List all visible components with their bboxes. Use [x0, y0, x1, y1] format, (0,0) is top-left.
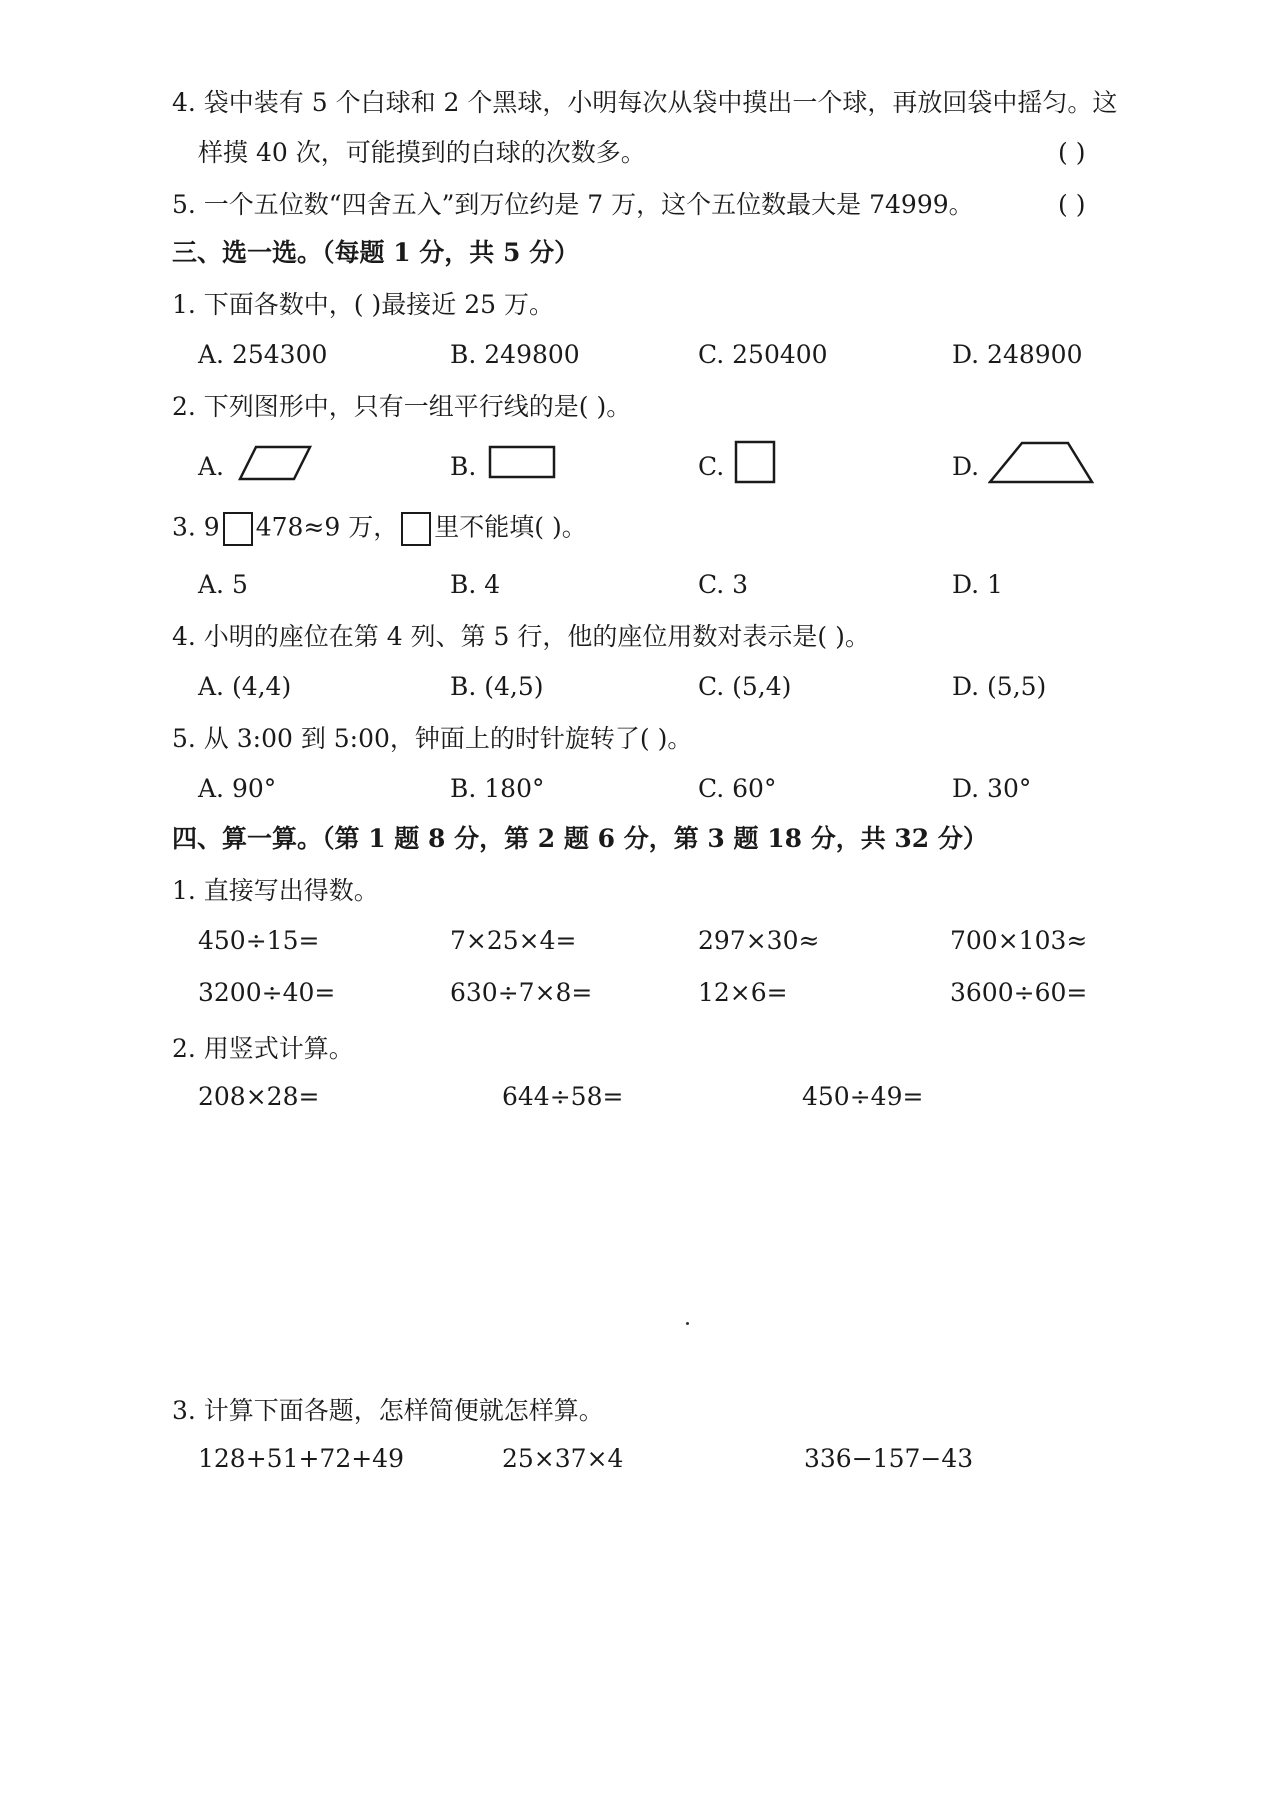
- s3-q5-option-a[interactable]: A. 90°: [198, 774, 277, 803]
- s3-q3-option-c[interactable]: C. 3: [698, 570, 749, 599]
- section3-heading: 三、选一选。（每题 1 分，共 5 分）: [172, 238, 580, 267]
- s4-q1-item: 7×25×4=: [450, 926, 577, 955]
- blank-box-icon: [401, 512, 431, 546]
- s3-q5-option-b[interactable]: B. 180°: [450, 774, 545, 803]
- s4-q1-item: 3600÷60=: [950, 978, 1088, 1007]
- s3-q4-stem: 4. 小明的座位在第 4 列、第 5 行，他的座位用数对表示是( )。: [172, 622, 870, 651]
- s4-q3-item: 128+51+72+49: [198, 1444, 404, 1473]
- s3-q3-option-a[interactable]: A. 5: [198, 570, 248, 599]
- s3-q3-stem-a: 3. 9: [172, 512, 220, 542]
- s3-q1-option-b[interactable]: B. 249800: [450, 340, 580, 369]
- s3-q5-option-c[interactable]: C. 60°: [698, 774, 777, 803]
- s3-q1-option-c[interactable]: C. 250400: [698, 340, 828, 369]
- s4-q3-stem: 3. 计算下面各题，怎样简便就怎样算。: [172, 1396, 604, 1425]
- s4-q2-item: 208×28=: [198, 1082, 320, 1111]
- s3-q3-stem: [172, 512, 587, 546]
- s3-q2-label-a[interactable]: A.: [198, 452, 225, 481]
- s3-q3-stem-b: 478≈9 万，: [255, 512, 399, 542]
- s3-q5-stem: 5. 从 3:00 到 5:00，钟面上的时针旋转了( )。: [172, 724, 693, 753]
- s3-q2-label-b[interactable]: B.: [450, 452, 477, 481]
- s4-q3-item: 336−157−43: [804, 1444, 974, 1473]
- s3-q2-label-c[interactable]: C.: [698, 452, 725, 481]
- s3-q3-stem-c: 里不能填( )。: [434, 512, 587, 542]
- section4-heading: 四、算一算。（第 1 题 8 分，第 2 题 6 分，第 3 题 18 分，共 32 分）: [172, 824, 988, 853]
- s4-q3-item: 25×37×4: [502, 1444, 624, 1473]
- s4-q2-item: 644÷58=: [502, 1082, 624, 1111]
- s4-q1-item: 700×103≈: [950, 926, 1088, 955]
- s3-q4-option-d[interactable]: D. (5,5): [952, 672, 1047, 701]
- blank-box-icon: [223, 512, 253, 546]
- q5-judge-answer-blank[interactable]: ( ): [1058, 190, 1086, 219]
- s3-q4-option-b[interactable]: B. (4,5): [450, 672, 544, 701]
- q5-judge-line: 5. 一个五位数“四舍五入”到万位约是 7 万，这个五位数最大是 74999。: [172, 190, 974, 219]
- q4-judge-line1: 4. 袋中装有 5 个白球和 2 个黑球，小明每次从袋中摸出一个球，再放回袋中摇匀。这: [172, 88, 1118, 117]
- square-icon: [734, 440, 778, 484]
- s3-q4-option-a[interactable]: A. (4,4): [198, 672, 292, 701]
- s4-q1-item: 450÷15=: [198, 926, 320, 955]
- s4-q1-item: 3200÷40=: [198, 978, 336, 1007]
- s3-q1-option-d[interactable]: D. 248900: [952, 340, 1083, 369]
- s3-q1-stem: 1. 下面各数中，( )最接近 25 万。: [172, 290, 554, 319]
- s4-q1-item: 297×30≈: [698, 926, 820, 955]
- s3-q2-label-d[interactable]: D.: [952, 452, 980, 481]
- s3-q4-option-c[interactable]: C. (5,4): [698, 672, 792, 701]
- s4-q1-item: 630÷7×8=: [450, 978, 593, 1007]
- s3-q1-option-a[interactable]: A. 254300: [198, 340, 328, 369]
- s3-q3-option-d[interactable]: D. 1: [952, 570, 1003, 599]
- q4-judge-answer-blank[interactable]: ( ): [1058, 138, 1086, 167]
- stray-dot: [686, 1322, 689, 1325]
- s4-q1-stem: 1. 直接写出得数。: [172, 876, 379, 905]
- rectangle-icon: [488, 444, 558, 480]
- s4-q2-stem: 2. 用竖式计算。: [172, 1034, 354, 1063]
- s4-q2-item: 450÷49=: [802, 1082, 924, 1111]
- s3-q2-stem: 2. 下列图形中，只有一组平行线的是( )。: [172, 392, 632, 421]
- trapezoid-icon: [988, 440, 1096, 486]
- parallelogram-icon: [238, 444, 312, 482]
- s3-q3-option-b[interactable]: B. 4: [450, 570, 501, 599]
- s3-q5-option-d[interactable]: D. 30°: [952, 774, 1032, 803]
- s4-q1-item: 12×6=: [698, 978, 788, 1007]
- q4-judge-line2: 样摸 40 次，可能摸到的白球的次数多。: [198, 138, 646, 167]
